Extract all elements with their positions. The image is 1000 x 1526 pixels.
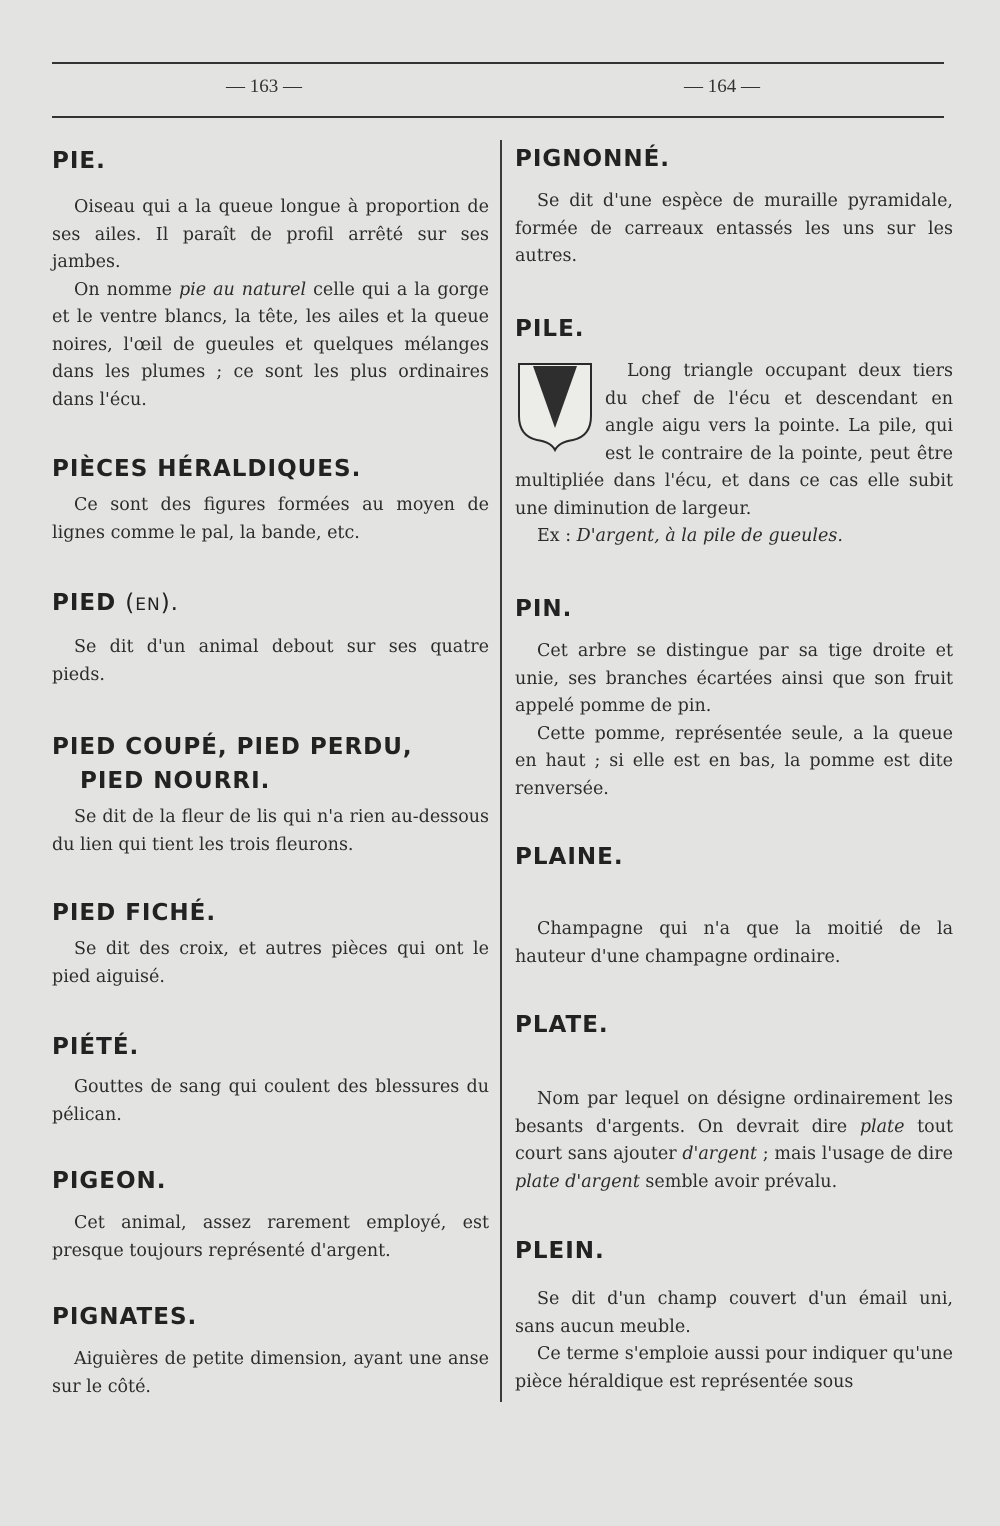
entry-pie <box>52 144 489 414</box>
entry-text: Gouttes de sang qui coulent des blessures du pélican. <box>52 1077 489 1125</box>
entry-title: PIED COUPÉ, PIED PERDU, <box>52 734 413 760</box>
entry-plate <box>515 1008 953 1196</box>
entry-text: Long triangle occupant deux tiers du chef de l'écu et descendant en angle aigu vers la pointe. La pile, qui est le contraire de la pointe, peut être multipliée dans l'écu, et dans ce cas elle subit une diminution de largeur. <box>515 361 953 519</box>
right-page-number: — 164 — <box>684 76 760 97</box>
entry-plein <box>515 1234 953 1396</box>
entry-title: PLEIN. <box>515 1238 605 1264</box>
entry-example: Ex : D'argent, à la pile de gueules. <box>537 526 843 546</box>
entry-text: Se dit d'un animal debout sur ses quatre pieds. <box>52 637 489 685</box>
entry-text: Champagne qui n'a que la moitié de la hauteur d'une champagne ordinaire. <box>515 919 953 967</box>
shield-with-pile-icon <box>515 360 595 452</box>
entry-pieces-heraldiques <box>52 452 489 547</box>
column-separator <box>500 140 502 1402</box>
header-rule <box>52 116 944 118</box>
entry-pile <box>515 312 953 551</box>
entry-title: PIGNONNÉ. <box>515 146 671 172</box>
entry-text: Nom par lequel on désigne ordinairement les besants d'argents. On devrait dire plate tout court sans ajouter d'argent ; mais l'usage de dire plate d'argent semble avoir prévalu. <box>515 1089 954 1192</box>
entry-title: PIE. <box>52 148 106 174</box>
entry-title: PIÉTÉ. <box>52 1034 140 1060</box>
entry-title: PIGNATES. <box>52 1304 198 1330</box>
entry-piete <box>52 1030 489 1129</box>
entry-title: PILE. <box>515 316 585 342</box>
entry-text: Se dit des croix, et autres pièces qui ont le pied aiguisé. <box>52 939 489 987</box>
entry-title: PIGEON. <box>52 1168 167 1194</box>
entry-title-line2: PIED NOURRI. <box>80 768 271 794</box>
entry-text: On nomme pie au naturel celle qui a la gorge et le ventre blancs, la tête, les ailes et la queue noires, l'œil de gueules et quelques mélanges dans les plumes ; ce sont les plus ordinaires dans l'écu. <box>52 279 489 410</box>
entry-title: PLATE. <box>515 1012 609 1038</box>
entry-pied-fiche <box>52 896 489 991</box>
left-page-number: — 163 — <box>226 76 302 97</box>
entry-text: Ce terme s'emploie aussi pour indiquer qu'une pièce héraldique est représentée sous <box>515 1344 953 1392</box>
entry-pignates <box>52 1300 489 1401</box>
entry-text: Se dit d'un champ couvert d'un émail uni, sans aucun meuble. <box>515 1289 953 1337</box>
entry-pigeon <box>52 1164 489 1265</box>
entry-title: PIÈCES HÉRALDIQUES. <box>52 456 362 482</box>
entry-title: PLAINE. <box>515 844 624 870</box>
entry-pied-coupe <box>52 730 489 859</box>
entry-title: PIED (EN). <box>52 590 179 616</box>
entry-text: Cet arbre se distingue par sa tige droite et unie, ses branches écartées ainsi que son fruit appelé pomme de pin. <box>515 641 953 716</box>
entry-pin <box>515 592 953 803</box>
entry-text: Cette pomme, représentée seule, a la queue en haut ; si elle est en bas, la pomme est dite renversée. <box>515 723 953 799</box>
entry-text: Se dit d'une espèce de muraille pyramidale, formée de carreaux entassés les uns sur les autres. <box>515 191 953 266</box>
entry-pignonne <box>515 142 953 271</box>
top-rule <box>52 62 944 64</box>
entry-text: Ce sont des figures formées au moyen de lignes comme le pal, la bande, etc. <box>52 495 489 543</box>
entry-text: Aiguières de petite dimension, ayant une anse sur le côté. <box>52 1349 489 1397</box>
entry-title: PIED FICHÉ. <box>52 900 217 926</box>
entry-plaine <box>515 840 953 971</box>
entry-pied-en <box>52 586 489 689</box>
entry-title: PIN. <box>515 596 573 622</box>
entry-text: Oiseau qui a la queue longue à proportion de ses ailes. Il paraît de profil arrêté sur ses jambes. <box>52 197 489 272</box>
entry-text: Cet animal, assez rarement employé, est presque toujours représenté d'argent. <box>52 1213 489 1261</box>
entry-text: Se dit de la fleur de lis qui n'a rien au-dessous du lien qui tient les trois fleurons. <box>52 807 489 855</box>
